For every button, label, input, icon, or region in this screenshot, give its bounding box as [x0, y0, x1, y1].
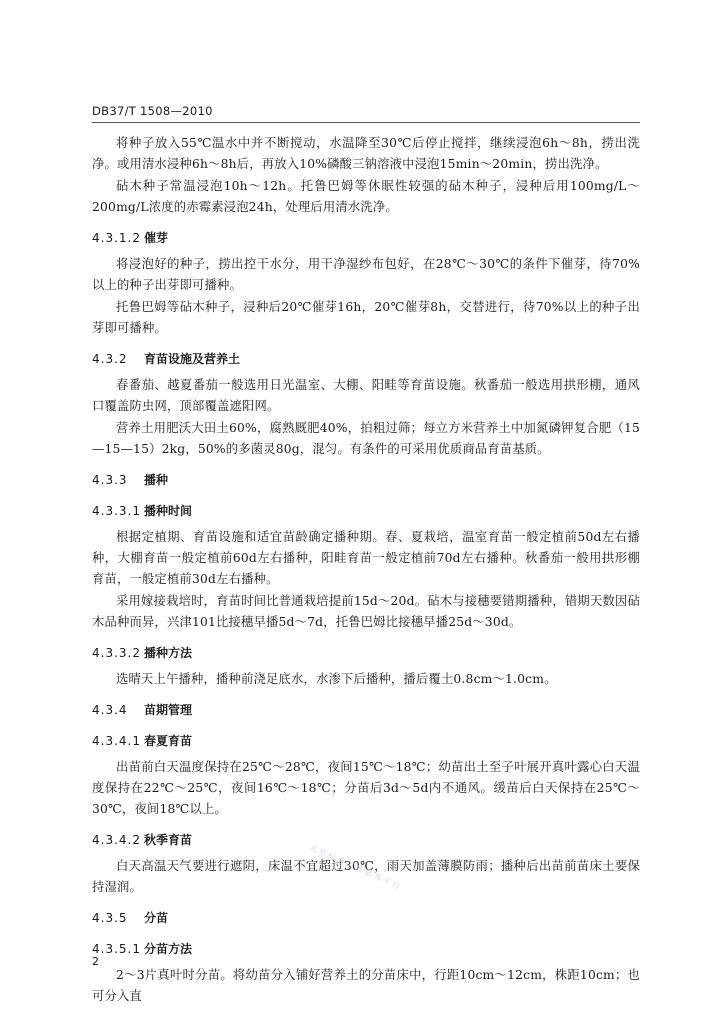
page-number: 2	[92, 955, 99, 968]
section-number: 4.3.4.1	[92, 734, 141, 748]
section-title: 秋季育苗	[144, 833, 193, 847]
body-paragraph: 采用嫁接栽培时，育苗时间比普通栽培提前15d～20d。砧木与接穗要错期播种，错期天数因砧木品种而异，兴津101比接穗早播5d～7d，托鲁巴姆比接穗早播25d～30d。	[92, 594, 640, 629]
section-title: 催芽	[144, 231, 169, 245]
section-title: 春夏育苗	[144, 734, 193, 748]
section-number: 4.3.3.2	[92, 646, 141, 660]
body-paragraph: 选晴天上午播种，播种前浇足底水，水渗下后播种，播后覆土0.8cm～1.0cm。	[116, 672, 557, 686]
section-title: 育苗设施及营养土	[144, 352, 241, 366]
section-title: 苗期管理	[144, 703, 193, 717]
body-paragraph: 将种子放入55℃温水中并不断搅动，水温降至30℃后停止搅拌，继续浸泡6h～8h，捞出洗净。或用清水浸种6h～8h后，再放入10%磷酸三钠溶液中浸泡15min～20min，捞出洗净。	[92, 136, 640, 171]
body-paragraph: 营养土用肥沃大田土60%，腐熟厩肥40%，拍粗过筛；每立方米营养土中加氮磷钾复合肥（15—15—15）2kg，50%的多菌灵80g，混匀。有条件的可采用优质商品育苗基质。	[92, 421, 640, 456]
section-heading	[92, 469, 640, 491]
section-heading	[92, 500, 640, 522]
body-paragraph: 2～3片真叶时分苗。将幼苗分入铺好营养土的分苗床中，行距10cm～12cm，株距10cm；也可分入直	[92, 968, 640, 1003]
body-paragraph: 托鲁巴姆等砧木种子，浸种后20℃催芽16h，20℃催芽8h，交替进行，待70%以上的种子出芽即可播种。	[92, 300, 640, 335]
section-heading	[92, 699, 640, 721]
section-heading	[92, 642, 640, 664]
document-code: DB37/T 1508—2010	[92, 104, 213, 118]
body-paragraph: 砧木种子常温浸泡10h～12h。托鲁巴姆等休眠性较强的砧木种子，浸种后用100mg/L～200mg/L浓度的赤霉素浸泡24h，处理后用清水洗净。	[92, 179, 640, 214]
section-number: 4.3.3.1	[92, 504, 141, 518]
section-title: 分苗	[144, 911, 169, 925]
section-title: 播种时间	[144, 504, 193, 518]
body-paragraph: 根据定植期、育苗设施和适宜苗龄确定播种期。春、夏栽培，温室育苗一般定植前50d左右播种，大棚育苗一般定植前60d左右播种，阳畦育苗一般定植前70d左右播种。秋番茄一般用拱形棚育苗，一般定植前30d左右播种。	[92, 530, 640, 586]
section-heading	[92, 938, 640, 960]
body-paragraph: 将浸泡好的种子，捞出控干水分，用干净湿纱布包好，在28℃～30℃的条件下催芽，待70%以上的种子出芽即可播种。	[92, 257, 640, 292]
section-number: 4.3.5	[92, 911, 128, 925]
section-number: 4.3.4.2	[92, 833, 141, 847]
header-divider	[92, 122, 640, 123]
section-title: 分苗方法	[144, 942, 193, 956]
section-number: 4.3.5.1	[92, 942, 141, 956]
section-number: 4.3.1.2	[92, 231, 141, 245]
section-heading	[92, 829, 640, 851]
section-heading	[92, 730, 640, 752]
section-number: 4.3.3	[92, 473, 128, 487]
body-paragraph: 春番茄、越夏番茄一般选用日光温室、大棚、阳畦等育苗设施。秋番茄一般选用拱形棚，通风口覆盖防虫网，顶部覆盖遮阳网。	[92, 378, 640, 413]
body-paragraph: 白天高温天气要进行遮阴，床温不宜超过30℃，雨天加盖薄膜防雨；播种后出苗前苗床土要保持湿润。	[92, 859, 640, 894]
section-number: 4.3.4	[92, 703, 128, 717]
section-heading	[92, 227, 640, 249]
section-heading	[92, 348, 640, 370]
section-heading	[92, 907, 640, 929]
section-title: 播种	[144, 473, 169, 487]
section-number: 4.3.2	[92, 352, 128, 366]
watermark-text: 北京标准信息服务平台	[307, 842, 403, 892]
body-paragraph: 出苗前白天温度保持在25℃～28℃，夜间15℃～18℃；幼苗出土至子叶展开真叶露心白天温度保持在22℃～25℃，夜间16℃～18℃；分苗后3d～5d内不通风。缓苗后白天保持在25℃～30℃，夜间18℃以上。	[92, 760, 640, 816]
section-title: 播种方法	[144, 646, 193, 660]
